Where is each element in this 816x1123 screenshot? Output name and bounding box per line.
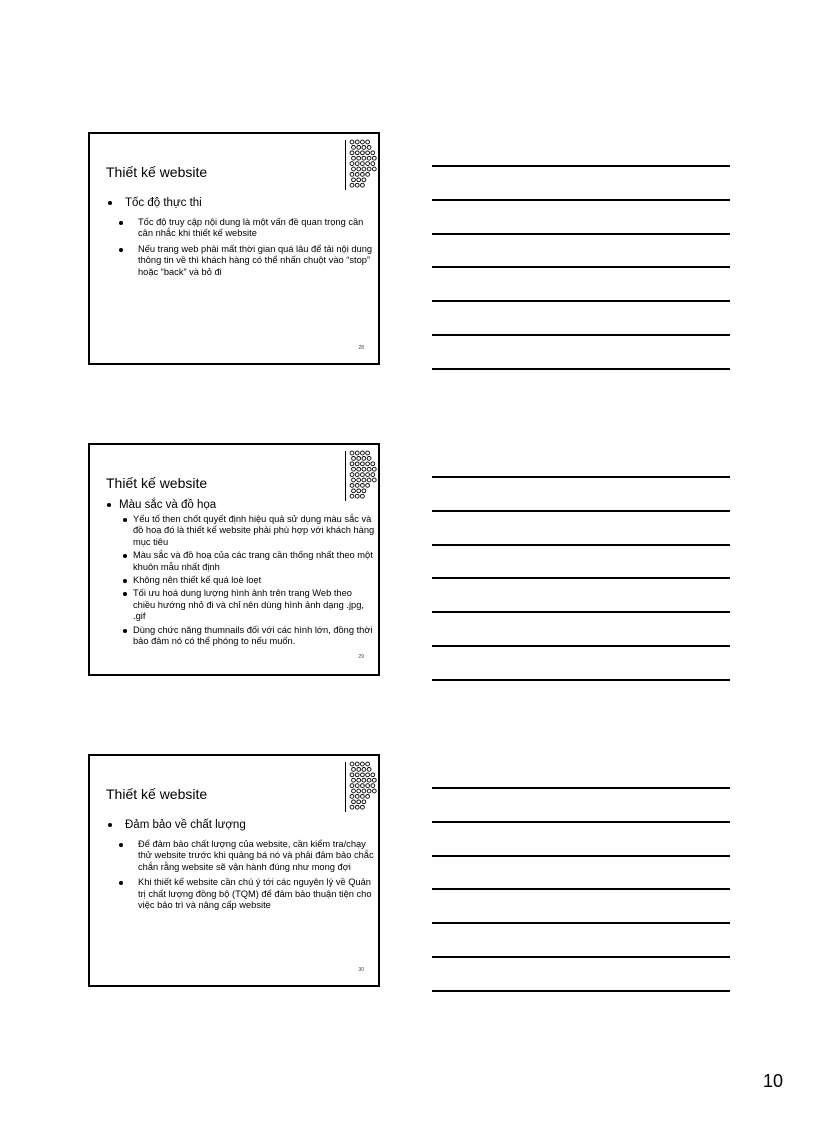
note-line (432, 577, 730, 579)
circle-pattern-icon (345, 760, 379, 814)
bullet: Đảm bảo về chất lượng (125, 818, 365, 832)
slide-number: 30 (358, 967, 364, 973)
sub-bullet: Tốc độ truy cập nội dung là một vấn đề quan trọng cần cân nhắc khi thiết kế website (138, 217, 376, 240)
note-line (432, 611, 730, 613)
slide-title: Thiết kế website (106, 786, 208, 802)
slide-body (90, 498, 378, 649)
note-line (432, 888, 730, 890)
sub-bullet: Màu sắc và đồ hoạ của các trang cần thống nhất theo một khuôn mẫu nhất định (133, 550, 376, 573)
sub-bullet: Yếu tố then chốt quyết định hiệu quả sử dụng màu sắc và đồ hoạ đó là thiết kế website phải phù hợp với khách hàng mục tiêu (133, 514, 375, 547)
note-line (432, 922, 730, 924)
note-line (432, 476, 730, 478)
slide-number: 29 (358, 654, 364, 660)
circle-pattern-icon (345, 138, 379, 192)
sub-bullet: Không nên thiết kế quá loè loẹt (133, 575, 376, 586)
note-line (432, 956, 730, 958)
sub-bullet: Tối ưu hoá dung lượng hình ảnh trên trang Web theo chiều hướng nhỏ đi và chỉ nên dùng hình ảnh dạng .jpg, .gif (133, 588, 376, 622)
note-line (432, 165, 730, 167)
sub-bullet: Để đảm bảo chất lượng của website, cần kiểm tra/chạy thử website trước khi quảng bá nó và phải đảm bảo chắc chắn rằng website sẽ vận hành đúng như mong đợi (138, 839, 376, 873)
note-line (432, 368, 730, 370)
note-line (432, 544, 730, 546)
slide-1 (88, 132, 380, 365)
note-line (432, 233, 730, 235)
bullet: Màu sắc và đồ họa (119, 498, 369, 512)
sub-bullet: Khi thiết kế website cần chú ý tới các nguyên lý về Quản trị chất lượng đồng bộ (TQM) để đảm bảo thuận tiện cho việc bảo trì và nâng cấp website (138, 877, 376, 911)
note-line (432, 645, 730, 647)
note-line (432, 787, 730, 789)
slide-number: 28 (358, 345, 364, 351)
slide-title: Thiết kế website (106, 164, 208, 180)
note-line (432, 679, 730, 681)
sub-bullet: Nếu trang web phải mất thời gian quá lâu để tải nội dung thông tin về thì khách hàng có thể nhấn chuột vào “stop” hoặc “back” và bỏ đi (138, 244, 376, 278)
bullet: Tốc độ thực thi (125, 196, 365, 210)
slide-body (90, 196, 378, 282)
note-line (432, 266, 730, 268)
note-line (432, 855, 730, 857)
sub-bullet: Dùng chức năng thumnails đối với các hình lớn, đồng thời bảo đảm nó có thể phóng to nếu muốn. (133, 625, 376, 648)
slide-2 (88, 443, 380, 676)
slide-title: Thiết kế website (106, 475, 208, 491)
circle-pattern-icon (345, 449, 379, 503)
note-line (432, 300, 730, 302)
note-line (432, 334, 730, 336)
page-number: 10 (763, 1071, 784, 1091)
note-line (432, 990, 730, 992)
slide-body (90, 818, 378, 915)
note-line (432, 510, 730, 512)
slide-3 (88, 754, 380, 987)
note-line (432, 821, 730, 823)
note-line (432, 199, 730, 201)
